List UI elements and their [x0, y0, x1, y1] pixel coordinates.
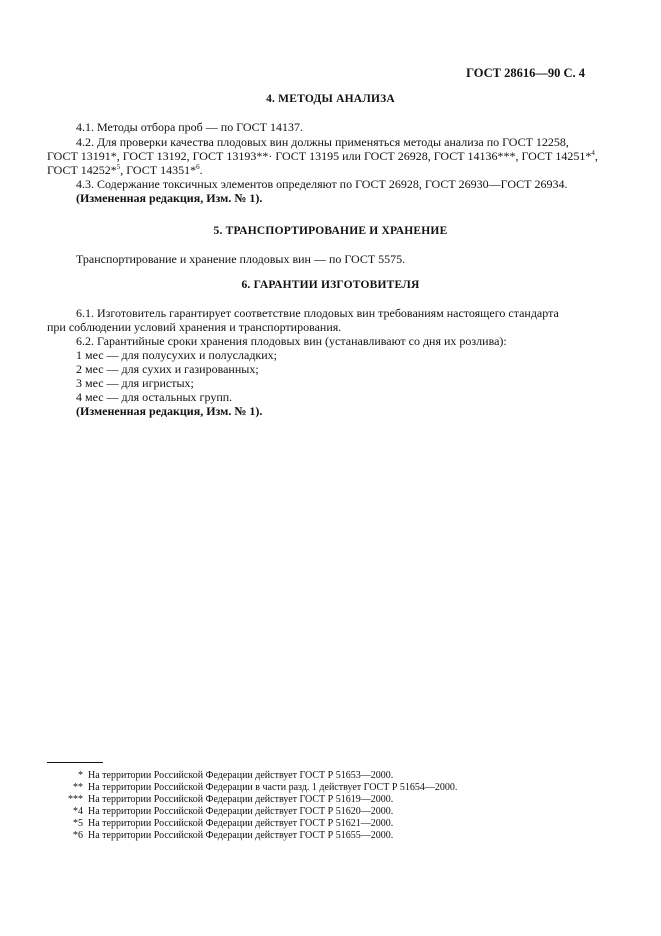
paragraph-4-2-line-2 [47, 149, 598, 163]
footnote-4 [47, 806, 393, 818]
footnote-text: На территории Российской Федерации действует ГОСТ Р 51653—2000. [88, 770, 394, 781]
section-4-title: 4. МЕТОДЫ АНАЛИЗА [266, 93, 395, 105]
footnote-mark: *6 [73, 830, 83, 841]
paragraph-4-2-line-3-text-c: . [199, 163, 203, 177]
footnote-1 [47, 770, 393, 782]
footnote-5 [47, 818, 393, 830]
footnote-text: На территории Российской Федерации действует ГОСТ Р 51621—2000. [88, 818, 394, 829]
footnote-separator [47, 762, 103, 763]
footnote-6 [47, 830, 393, 842]
footnote-mark: *** [68, 794, 83, 805]
footnote-text: На территории Российской Федерации действует ГОСТ Р 51655—2000. [88, 830, 394, 841]
footnote-mark: *5 [73, 818, 83, 829]
paragraph-4-2-line-1: 4.2. Для проверки качества плодовых вин должны применяться методы анализа по ГОСТ 12258, [76, 135, 569, 149]
list-item: 1 мес — для полусухих и полусладких; [76, 348, 278, 362]
footnote-mark: *4 [73, 806, 83, 817]
paragraph-4-3: 4.3. Содержание токсичных элементов определяют по ГОСТ 26928, ГОСТ 26930—ГОСТ 26934. [76, 177, 568, 191]
footnote-text: На территории Российской Федерации в части разд. 1 действует ГОСТ Р 51654—2000. [88, 782, 458, 793]
section-5-title: 5. ТРАНСПОРТИРОВАНИЕ И ХРАНЕНИЕ [213, 225, 448, 237]
list-item: 4 мес — для остальных групп. [76, 390, 233, 404]
footnote-2 [47, 782, 457, 794]
footnote-mark: * [78, 770, 83, 781]
paragraph-4-2-line-2-text: ГОСТ 13191*, ГОСТ 13192, ГОСТ 13193**· ГОСТ 13195 или ГОСТ 26928, ГОСТ 14136***, ГОСТ 14251* [47, 149, 592, 163]
paragraph-4-2-line-3-text-b: , ГОСТ 14351* [120, 163, 197, 177]
paragraph-6-1-line-1: 6.1. Изготовитель гарантирует соответствие плодовых вин требованиям настоящего стандарта [76, 306, 559, 320]
footnote-ref-6: 6 [196, 163, 200, 171]
footnote-ref-5: 5 [116, 163, 121, 171]
footnote-ref-4: 4 [591, 149, 595, 157]
paragraph-4-2-line-3-text-a: ГОСТ 14252* [47, 163, 117, 177]
paragraph-6-1-line-2: при соблюдении условий хранения и транспортирования. [47, 320, 342, 334]
footnote-text: На территории Российской Федерации действует ГОСТ Р 51620—2000. [88, 806, 394, 817]
revision-note-section-4: (Измененная редакция, Изм. № 1). [76, 191, 263, 205]
footnote-mark: ** [73, 782, 83, 793]
list-item: 2 мес — для сухих и газированных; [76, 362, 259, 376]
list-item: 3 мес — для игристых; [76, 376, 194, 390]
footnote-text: На территории Российской Федерации действует ГОСТ Р 51619—2000. [88, 794, 394, 805]
section-6-title: 6. ГАРАНТИИ ИЗГОТОВИТЕЛЯ [241, 279, 420, 291]
footnote-3 [47, 794, 393, 806]
revision-note-section-6: (Измененная редакция, Изм. № 1). [76, 404, 263, 418]
paragraph-4-1: 4.1. Методы отбора проб — по ГОСТ 14137. [76, 120, 303, 134]
paragraph-4-2-line-3 [47, 163, 203, 177]
page-header-designation: ГОСТ 28616—90 С. 4 [466, 66, 585, 80]
paragraph-5: Транспортирование и хранение плодовых вин — по ГОСТ 5575. [76, 252, 406, 266]
paragraph-6-2: 6.2. Гарантийные сроки хранения плодовых вин (устанавливают со дня их розлива): [76, 334, 507, 348]
paragraph-4-2-line-2-comma: , [594, 149, 598, 163]
